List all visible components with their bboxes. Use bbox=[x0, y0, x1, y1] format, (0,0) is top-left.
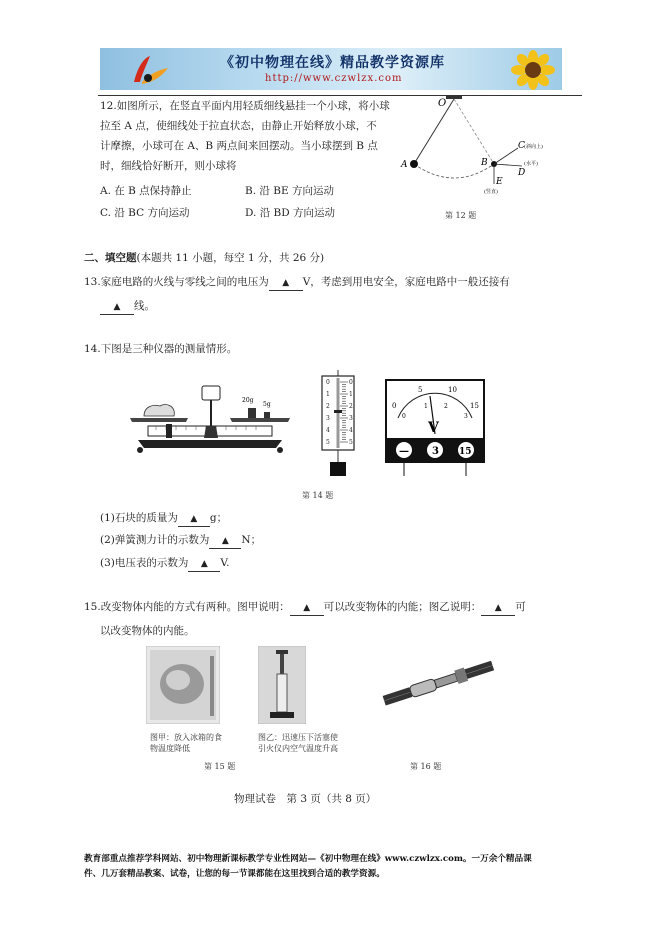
q14-sub2-text: (2)弹簧测力计的示数为 bbox=[100, 534, 210, 546]
q14-sub1-text: (1)石块的质量为 bbox=[100, 512, 178, 524]
lower-scale-3: 3 bbox=[464, 413, 468, 420]
q12-line4: 时，细线恰好断开，则小球将 bbox=[100, 160, 237, 172]
stone bbox=[144, 404, 174, 416]
q14-sub3 bbox=[100, 556, 229, 572]
page-footer: 物理试卷 第 3 页（共 8 页） bbox=[234, 793, 377, 805]
pendulum-figure bbox=[398, 92, 558, 202]
ball-a bbox=[410, 160, 418, 168]
q12-line3: 计摩擦，小球可在 A、B 两点间来回摆动。当小球摆到 B 点 bbox=[100, 140, 378, 152]
q13-blank-1[interactable]: ▲ bbox=[269, 276, 303, 291]
terminal-3-label: 3 bbox=[432, 446, 439, 457]
fire-syringe-photo bbox=[258, 646, 306, 724]
q15-line2: 以改变物体的内能。 bbox=[100, 625, 195, 637]
right-pan bbox=[230, 418, 290, 422]
label-a: A bbox=[401, 160, 408, 170]
pendulum-string bbox=[414, 99, 454, 164]
label-o: O bbox=[438, 98, 447, 109]
q14-intro: 14.下图是三种仪器的测量情形。 bbox=[84, 343, 238, 355]
q13-line1 bbox=[84, 275, 510, 291]
q13-blank-2[interactable]: ▲ bbox=[100, 300, 134, 315]
weight-20g-label: 20g bbox=[242, 397, 254, 404]
balance-pillar bbox=[204, 426, 218, 438]
q15-text-c: 可 bbox=[515, 601, 526, 613]
q12-option-d: D. 沿 BD 方向运动 bbox=[245, 207, 336, 219]
upper-scale-15: 15 bbox=[470, 402, 479, 410]
spring-scale-tick-label: 5 bbox=[326, 439, 330, 446]
spring-scale-tick-label: 2 bbox=[326, 403, 330, 410]
arrow-bc bbox=[494, 148, 518, 164]
q15-text-b: 可以改变物体的内能；图乙说明： bbox=[323, 601, 482, 613]
q15-cap-yi-2: 引火仪内空气温度升高 bbox=[258, 744, 338, 753]
q12-option-a: A. 在 B 点保持静止 bbox=[100, 185, 192, 197]
q14-blank-2[interactable]: ▲ bbox=[209, 534, 241, 549]
q15-fig-caption: 第 15 题 bbox=[204, 762, 236, 771]
q14-sub3-unit: V. bbox=[220, 557, 230, 569]
left-pan bbox=[130, 418, 188, 422]
spring-scale-tick-label: 0 bbox=[326, 379, 330, 386]
q14-sub2-unit: N； bbox=[241, 534, 262, 546]
banner-url[interactable]: http://www.czwlzx.com bbox=[265, 73, 403, 84]
bottom-note-line1: 教育部重点推荐学科网站、初中物理新课标教学专业性网站—《初中物理在线》www.czwlzx.com。一万余个精品课 bbox=[84, 854, 532, 864]
spring-scale-tick-label: 5 bbox=[349, 439, 353, 446]
q12-option-c: C. 沿 BC 方向运动 bbox=[100, 207, 190, 219]
label-d: D bbox=[518, 168, 526, 178]
weight-20g bbox=[248, 408, 256, 418]
arrow-bd bbox=[494, 164, 522, 166]
spring-scale-tick-label: 4 bbox=[326, 427, 330, 434]
q14-sub1-unit: g； bbox=[209, 512, 228, 524]
sunflower-icon bbox=[505, 50, 561, 90]
terminal-neg-label: — bbox=[399, 446, 409, 457]
pointer-dial bbox=[202, 386, 220, 400]
q15-line1 bbox=[84, 600, 526, 616]
upper-scale-5: 5 bbox=[418, 386, 423, 394]
weight-5g-label: 5g bbox=[263, 401, 271, 408]
rider bbox=[166, 424, 172, 438]
q15-blank-2[interactable]: ▲ bbox=[481, 601, 515, 616]
spring-scale-tick-label: 3 bbox=[326, 415, 330, 422]
section2-title: 二、填空题 bbox=[84, 252, 137, 264]
spring-scale-tick-label: 1 bbox=[349, 391, 353, 398]
section2-note: (本题共 11 小题，每空 1 分，共 26 分) bbox=[136, 252, 325, 264]
balance-figure bbox=[126, 378, 294, 460]
q13-line2 bbox=[100, 299, 155, 315]
q16-fig-caption: 第 16 题 bbox=[410, 762, 442, 771]
balance-base bbox=[138, 440, 282, 448]
bottom-note-line2: 件、几万套精品教案、试卷，让您的每一节课都能在这里找到合适的教学资源。 bbox=[84, 869, 385, 879]
lower-scale-2: 2 bbox=[444, 403, 448, 410]
voltmeter-unit: V bbox=[428, 420, 439, 436]
q15-cap-jia-1: 图甲：放入冰箱的食 bbox=[150, 733, 222, 742]
label-c-note: (斜向上) bbox=[524, 144, 543, 150]
q12-option-b: B. 沿 BE 方向运动 bbox=[245, 185, 334, 197]
q15-text-a: 15.改变物体内能的方式有两种。图甲说明： bbox=[84, 601, 290, 613]
spring-scale-pointer bbox=[334, 410, 342, 413]
spring-scale-figure bbox=[318, 370, 358, 480]
spring-scale-tick-label: 2 bbox=[349, 403, 353, 410]
lower-scale-0: 0 bbox=[402, 413, 406, 420]
pendulum-string-b bbox=[454, 99, 494, 164]
lower-scale-1: 1 bbox=[424, 403, 428, 410]
spring-scale-tick-label: 0 bbox=[349, 379, 353, 386]
weight-5g bbox=[264, 412, 270, 418]
q14-blank-1[interactable]: ▲ bbox=[178, 512, 210, 527]
q12-line1: 12.如图所示，在竖直平面内用轻质细线悬挂一个小球，将小球 bbox=[100, 100, 390, 112]
q14-sub3-text: (3)电压表的示数为 bbox=[100, 557, 189, 569]
label-d-note: (水平) bbox=[524, 161, 538, 167]
q12-fig-caption: 第 12 题 bbox=[445, 211, 477, 220]
q14-sub2 bbox=[100, 533, 261, 549]
q12-line2: 拉至 A 点，使细线处于拉直状态，由静止开始释放小球，不 bbox=[100, 120, 377, 132]
upper-scale-0: 0 bbox=[392, 402, 397, 410]
q14-blank-3[interactable]: ▲ bbox=[188, 557, 220, 572]
q15-cap-jia-2: 物温度降低 bbox=[150, 744, 190, 753]
hanging-stone bbox=[330, 462, 346, 476]
section2-heading bbox=[84, 251, 324, 265]
q13-text-a: 13.家庭电路的火线与零线之间的电压为 bbox=[84, 276, 269, 288]
site-logo-icon bbox=[128, 52, 172, 88]
label-e: E bbox=[496, 177, 503, 187]
spring-scale-tick-label: 3 bbox=[349, 415, 353, 422]
terminal-15-label: 15 bbox=[459, 447, 472, 457]
spring-scale-tick-label: 4 bbox=[349, 427, 353, 434]
spacecraft-photo bbox=[378, 656, 500, 714]
q14-fig-caption: 第 14 题 bbox=[302, 491, 334, 500]
q13-text-c: 线。 bbox=[134, 300, 155, 312]
label-c: C bbox=[518, 141, 525, 151]
q15-blank-1[interactable]: ▲ bbox=[290, 601, 324, 616]
spring-scale-tick-label: 1 bbox=[326, 391, 330, 398]
pendulum-support bbox=[446, 96, 462, 99]
q14-sub1 bbox=[100, 511, 227, 527]
label-b: B bbox=[481, 158, 488, 168]
q15-cap-yi-1: 图乙：迅速压下活塞使 bbox=[258, 733, 338, 742]
banner-title: 《初中物理在线》精品教学资源库 bbox=[220, 55, 445, 71]
fridge-photo bbox=[146, 646, 220, 724]
voltmeter-figure bbox=[384, 378, 486, 478]
q13-text-b: V，考虑到用电安全，家庭电路中一般还接有 bbox=[302, 276, 510, 288]
label-e-note: (竖直) bbox=[484, 189, 498, 195]
upper-scale-10: 10 bbox=[448, 386, 457, 394]
